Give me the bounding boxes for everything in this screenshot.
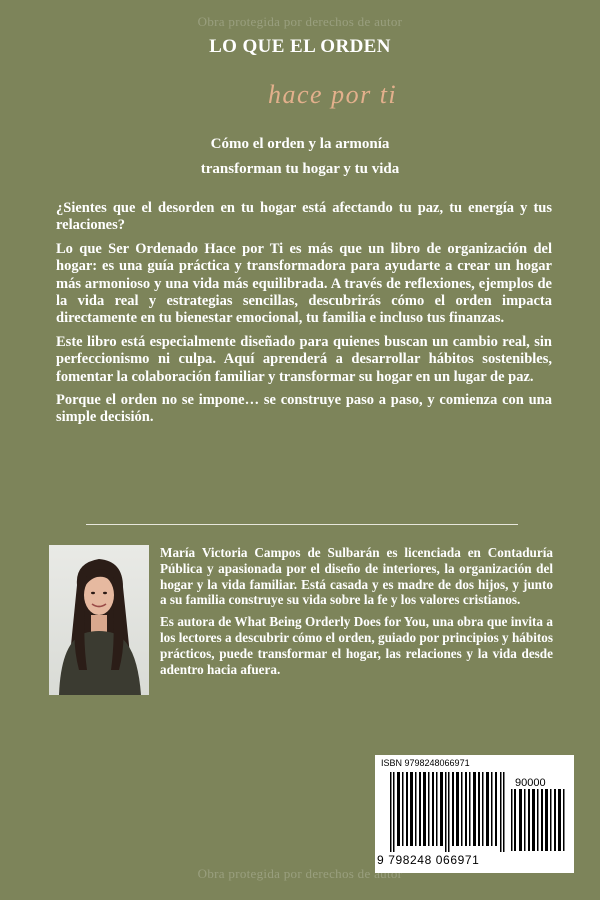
price-code: 90000 bbox=[515, 777, 546, 789]
barcode-digits: 9 798248 066971 bbox=[377, 853, 480, 867]
book-title-script: hace por ti bbox=[268, 80, 398, 109]
barcode-bars-icon bbox=[390, 772, 506, 852]
description-paragraph: ¿Sientes que el desorden en tu hogar está afectando tu paz, tu energía y tus relaciones? bbox=[56, 200, 552, 234]
description-paragraph: Porque el orden no se impone… se construye paso a paso, y comienza con una simple decisión. bbox=[56, 392, 552, 426]
isbn-label: ISBN 9798248066971 bbox=[381, 758, 470, 768]
author-photo bbox=[49, 545, 149, 695]
description-paragraph: Lo que Ser Ordenado Hace por Ti es más que un libro de organización del hogar: es una guía práctica y transformadora para ayudarte a crear un hogar más armonioso y una vida más equilibrada. A través de reflexiones, ejemplos de la vida real y estrategias sencillas, descubrirás cómo el orden impacta directamente en tu bienestar emocional, tu familia e incluso tus finanzas. bbox=[56, 240, 552, 327]
tagline-line-2: transforman tu hogar y tu vida bbox=[200, 161, 400, 177]
isbn-barcode bbox=[375, 755, 574, 873]
bio-paragraph: Es autora de What Being Orderly Does for You, una obra que invita a los lectores a descubrir cómo el orden, guiado por principios y hábitos prácticos, puede transformar el hogar, las relaciones y la vida desde adentro hacia afuera. bbox=[160, 614, 553, 677]
watermark-bottom: Obra protegida por derechos de autor bbox=[197, 866, 403, 881]
section-divider bbox=[86, 524, 518, 525]
description-paragraph: Este libro está especialmente diseñado para quienes buscan un cambio real, sin perfeccionismo ni culpa. Aquí aprenderá a desarrollar hábitos sostenibles, fomentar la colaboración familiar y transformar su hogar en un lugar de paz. bbox=[56, 333, 552, 385]
watermark-top: Obra protegida por derechos de autor bbox=[197, 14, 403, 29]
author-portrait-icon bbox=[49, 545, 149, 695]
book-description bbox=[56, 200, 552, 433]
book-title: LO QUE EL ORDEN bbox=[209, 36, 391, 57]
tagline-line-1: Cómo el orden y la armonía bbox=[210, 136, 390, 152]
bio-paragraph: María Victoria Campos de Sulbarán es licenciada en Contaduría Pública y apasionada por el diseño de interiores, la organización del hogar y la vida familiar. Está casada y es madre de dos hijos, y junto a su familia construye su vida sobre la fe y los valores cristianos. bbox=[160, 545, 553, 608]
author-bio bbox=[160, 545, 553, 683]
price-addon-bars-icon bbox=[511, 789, 567, 851]
tagline bbox=[0, 132, 600, 182]
